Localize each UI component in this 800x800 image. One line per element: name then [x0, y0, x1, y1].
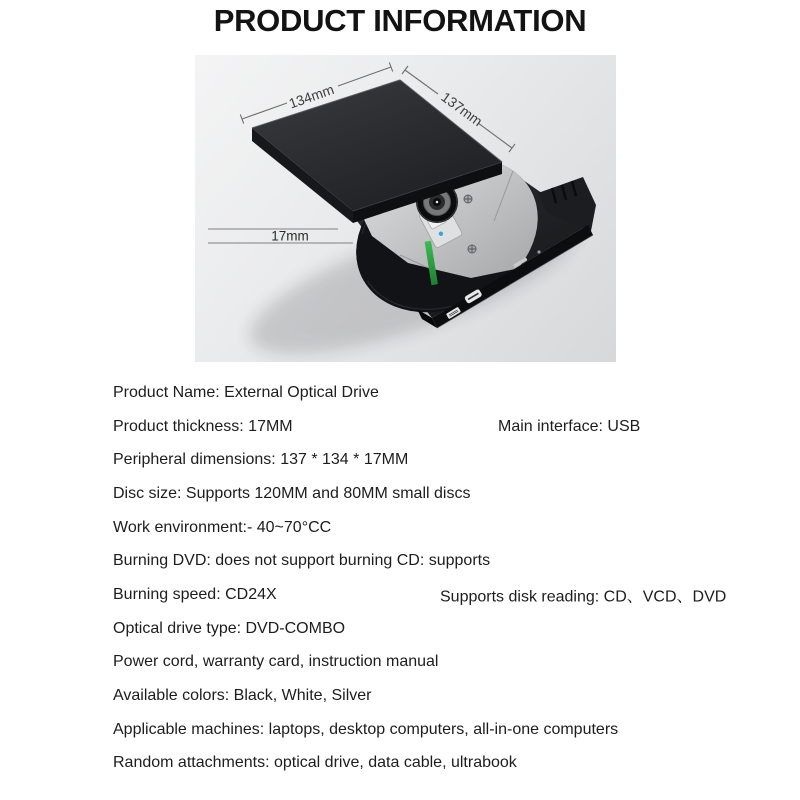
spec-text: Disc size: Supports 120MM and 80MM small discs	[113, 484, 471, 502]
spec-text: Product Name: External Optical Drive	[113, 383, 379, 401]
dimension-label-depth: 137mm	[438, 88, 486, 130]
spec-row-attachments	[113, 747, 753, 781]
spec-text: Available colors: Black, White, Silver	[113, 687, 372, 705]
spec-text: Work environment:- 40~70°CC	[113, 518, 332, 536]
spec-row-disc-size	[113, 477, 753, 511]
spec-row-work-environment	[113, 511, 753, 545]
spec-row-burning-dvd	[113, 544, 753, 578]
spec-row-thickness	[113, 410, 753, 444]
spec-row-dimensions	[113, 443, 753, 477]
spec-text: Product thickness: 17MM	[113, 417, 293, 435]
spec-text: Burning DVD: does not support burning CD: supports	[113, 552, 491, 570]
product-photo	[195, 55, 616, 362]
dimension-label-thickness: 17mm	[271, 228, 309, 244]
optical-drive-illustration	[195, 55, 616, 362]
spec-list	[113, 376, 753, 780]
spec-text: Peripheral dimensions: 137 * 134 * 17MM	[113, 451, 409, 469]
spec-row-drive-type	[113, 612, 753, 646]
spec-text: Optical drive type: DVD-COMBO	[113, 619, 346, 637]
spec-row-applicable-machines	[113, 713, 753, 747]
spec-row-colors	[113, 679, 753, 713]
spec-text: Power cord, warranty card, instruction manual	[113, 653, 439, 671]
led-dot	[537, 250, 540, 253]
page-title: PRODUCT INFORMATION	[213, 3, 587, 38]
spec-row-product-name	[113, 376, 753, 410]
spec-text: Burning speed: CD24X	[113, 585, 277, 603]
spec-row-package-contents	[113, 646, 753, 680]
spec-text-right: Supports disk reading: CD、VCD、DVD	[440, 588, 727, 606]
spec-text: Applicable machines: laptops, desktop computers, all-in-one computers	[113, 720, 619, 738]
spec-text-right: Main interface: USB	[498, 417, 641, 435]
spec-text: Random attachments: optical drive, data cable, ultrabook	[113, 754, 517, 772]
spec-row-burning-speed	[113, 578, 753, 612]
dimension-label-width: 134mm	[286, 81, 337, 112]
